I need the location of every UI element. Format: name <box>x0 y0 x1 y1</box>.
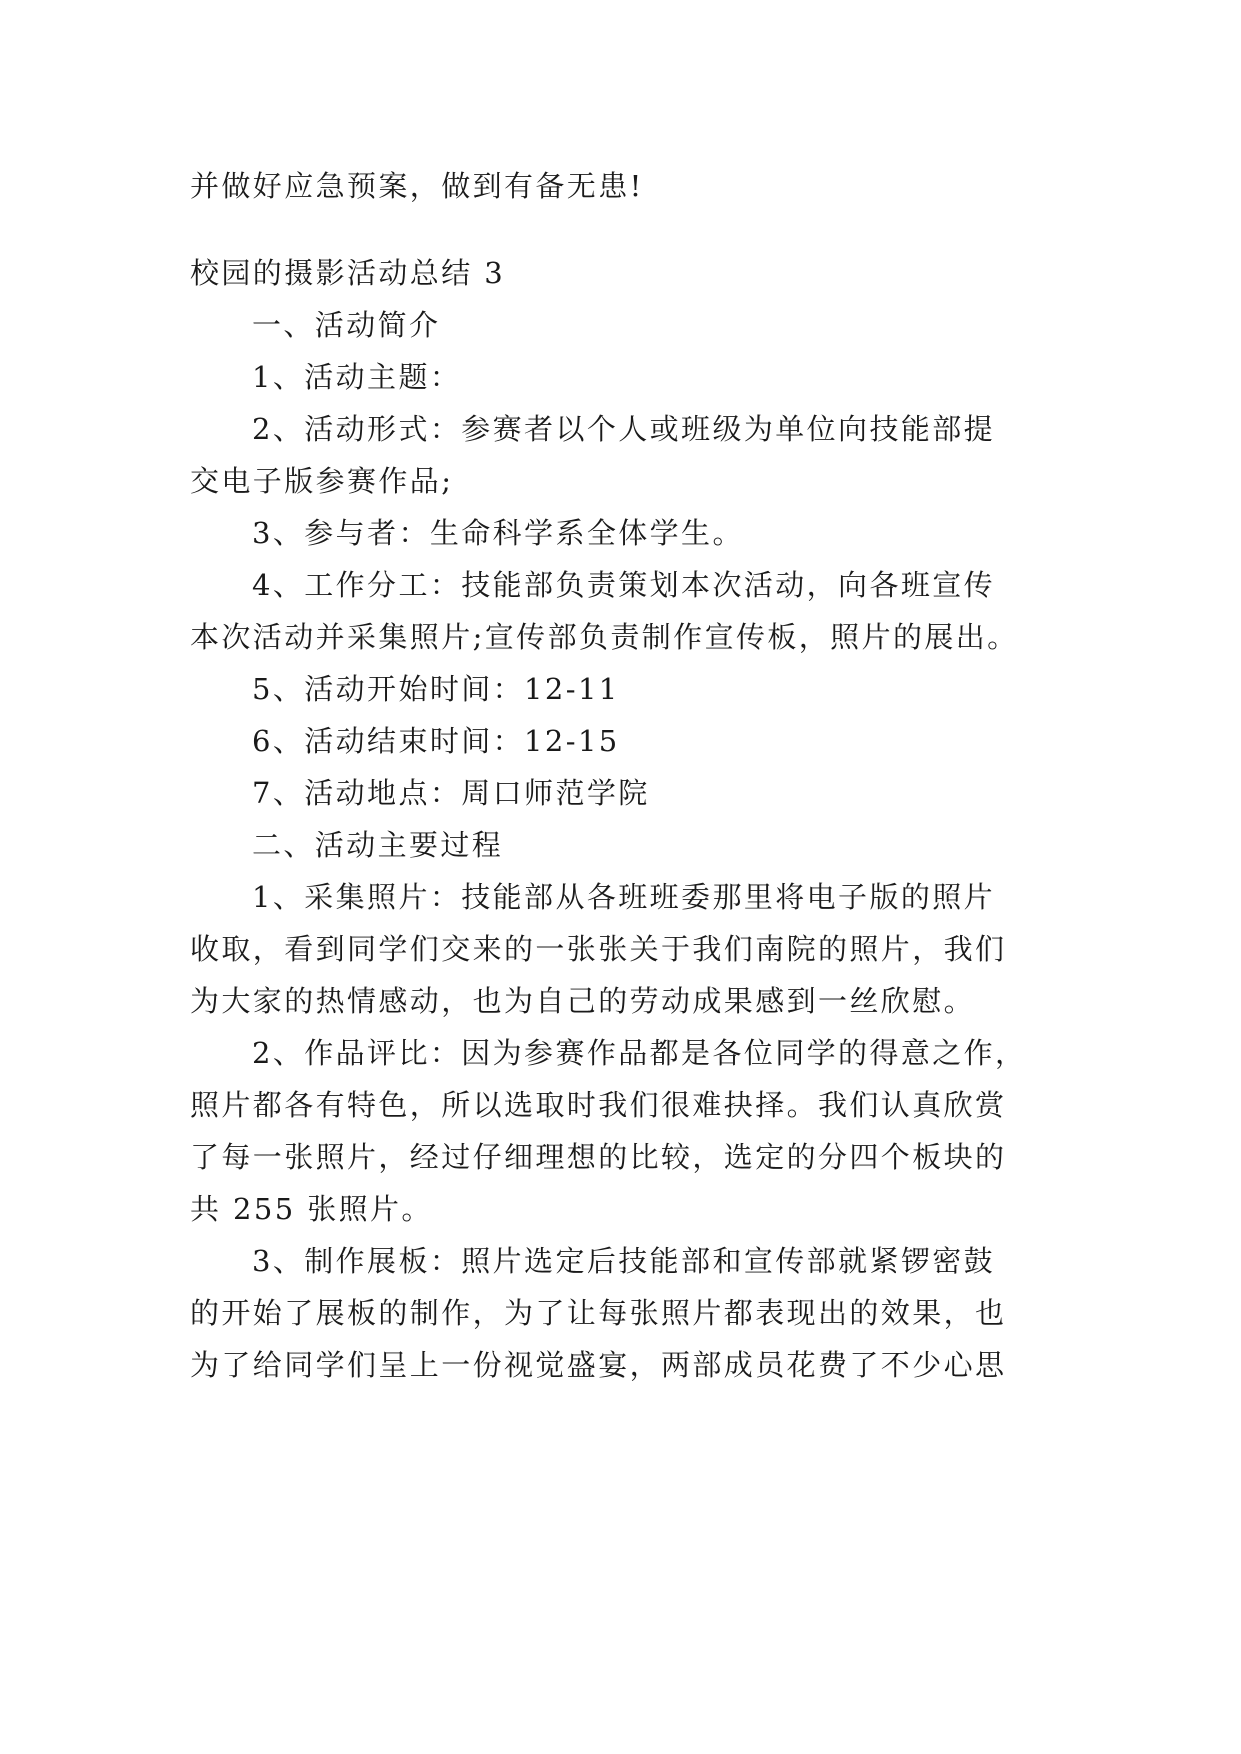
section-heading-intro: 一、活动简介 <box>252 308 441 342</box>
list-item-division: 4、工作分工：技能部负责策划本次活动，向各班宣传 <box>252 568 996 602</box>
paragraph-collect-line-3: 为大家的热情感动，也为自己的劳动成果感到一丝欣慰。 <box>190 984 976 1018</box>
paragraph-judging-line-3: 了每一张照片，经过仔细理想的比较，选定的分四个板块的 <box>190 1140 1007 1174</box>
paragraph-board-line-2: 的开始了展板的制作，为了让每张照片都表现出的效果，也 <box>190 1296 1007 1330</box>
document-title: 校园的摄影活动总结 3 <box>190 256 506 290</box>
paragraph-board-line-1: 3、制作展板：照片选定后技能部和宣传部就紧锣密鼓 <box>252 1244 996 1278</box>
list-item-division-cont: 本次活动并采集照片;宣传部负责制作宣传板，照片的展出。 <box>190 620 1019 654</box>
paragraph-judging-line-1: 2、作品评比：因为参赛作品都是各位同学的得意之作， <box>252 1036 1027 1070</box>
paragraph-judging-line-2: 照片都各有特色，所以选取时我们很难抉择。我们认真欣赏 <box>190 1088 1007 1122</box>
paragraph-collect-line-1: 1、采集照片：技能部从各班班委那里将电子版的照片 <box>252 880 996 914</box>
paragraph-collect-line-2: 收取，看到同学们交来的一张张关于我们南院的照片，我们 <box>190 932 1007 966</box>
list-item-end-time: 6、活动结束时间：12-15 <box>252 724 620 758</box>
list-item-start-time: 5、活动开始时间：12-11 <box>252 672 620 706</box>
list-item-location: 7、活动地点：周口师范学院 <box>252 776 650 810</box>
section-heading-process: 二、活动主要过程 <box>252 828 504 862</box>
paragraph-line-closing: 并做好应急预案，做到有备无患! <box>190 169 644 203</box>
list-item-participants: 3、参与者：生命科学系全体学生。 <box>252 516 744 550</box>
list-item-format: 2、活动形式：参赛者以个人或班级为单位向技能部提 <box>252 412 996 446</box>
list-item-format-cont: 交电子版参赛作品; <box>190 464 454 498</box>
list-item-theme: 1、活动主题： <box>252 360 462 394</box>
paragraph-judging-line-4: 共 255 张照片。 <box>190 1192 433 1226</box>
paragraph-board-line-3: 为了给同学们呈上一份视觉盛宴，两部成员花费了不少心思 <box>190 1348 1007 1382</box>
